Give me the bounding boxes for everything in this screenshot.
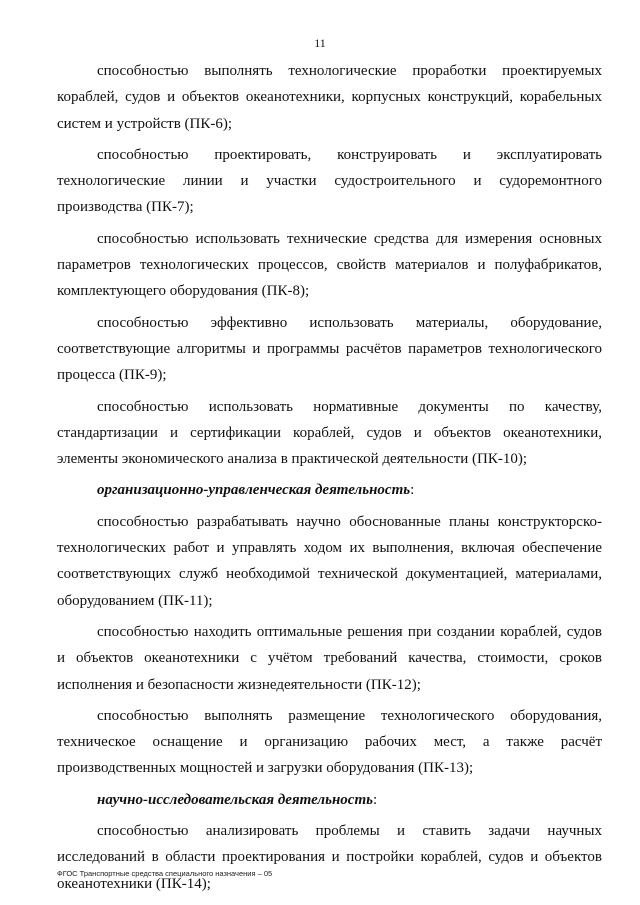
competence-item: способностью эффективно использовать материалы, оборудование, соответствующие алгоритмы и программы расчётов параметров технологического процесса (ПК-9); <box>57 314 602 384</box>
page-number: 11 <box>314 36 326 50</box>
section-heading-text: организационно-управленческая деятельность <box>97 482 411 499</box>
competence-item: способностью анализировать проблемы и ставить задачи научных исследований в области проектирования и постройки кораблей, судов и объектов океанотехники (ПК-14); <box>57 823 602 892</box>
section-heading <box>57 477 602 503</box>
competence-item: способностью разрабатывать научно обоснованные планы конструкторско-технологических работ и управлять ходом их выполнения, включая обеспечение соответствующих служб необходимой технической документацией, материалами, оборудованием (ПК-11); <box>57 513 602 609</box>
competence-item: способностью выполнять технологические проработки проектируемых кораблей, судов и объектов океанотехники, корпусных конструкций, корабельных систем и устройств (ПК-6); <box>57 63 602 132</box>
section-heading <box>57 787 602 813</box>
section-heading-text: научно-исследовательская деятельность <box>97 791 373 808</box>
page-footer: ФГОС Транспортные средства специального назначения – 05 <box>57 869 273 878</box>
section-heading-colon: : <box>410 482 415 499</box>
competence-item: способностью проектировать, конструировать и эксплуатировать технологические линии и участки судостроительного и судоремонтного производства (ПК-7); <box>57 146 602 216</box>
competence-item: способностью использовать нормативные документы по качеству, стандартизации и сертификации кораблей, судов и объектов океанотехники, элементы экономического анализа в практической деятельности (ПК-10); <box>57 398 602 468</box>
section-heading-colon: : <box>372 791 378 808</box>
competence-item: способностью выполнять размещение технологического оборудования, техническое оснащение и организацию рабочих мест, а также расчёт производственных мощностей и загрузки оборудования (ПК-13); <box>57 707 602 777</box>
document-body <box>57 58 602 902</box>
competence-item: способностью находить оптимальные решения при создании кораблей, судов и объектов океанотехники с учётом требований качества, стоимости, сроков исполнения и безопасности жизнедеятельности (ПК-12); <box>57 623 602 693</box>
competence-item: способностью использовать технические средства для измерения основных параметров технологических процессов, свойств материалов и полуфабрикатов, комплектующего оборудования (ПК-8); <box>57 230 602 300</box>
